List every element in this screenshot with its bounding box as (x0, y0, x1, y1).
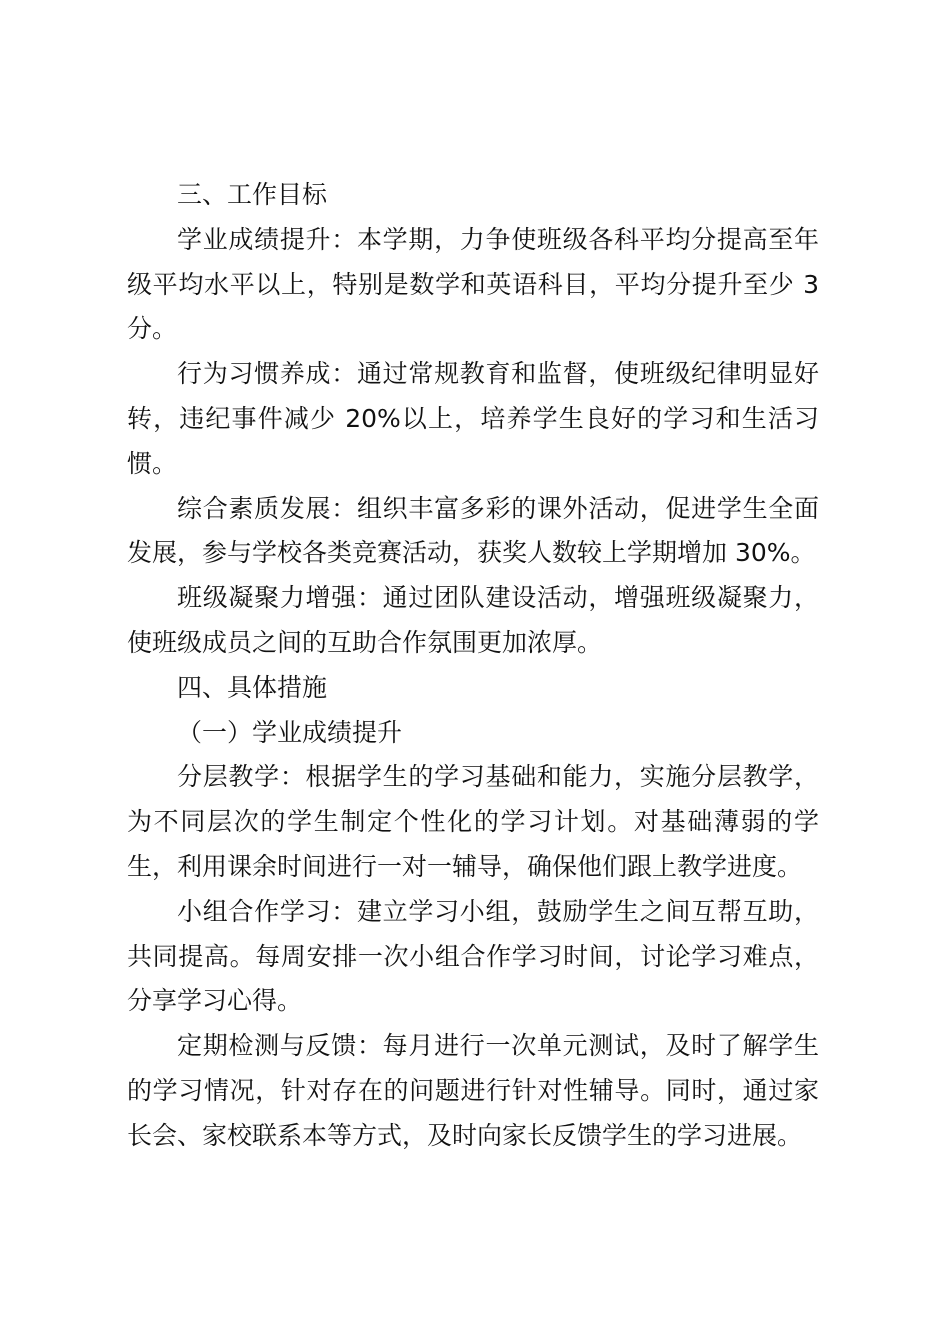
goal-cohesion: 班级凝聚力增强：通过团队建设活动，增强班级凝聚力，使班级成员之间的互助合作氛围更加浓厚。 (127, 583, 819, 657)
goal-quality: 综合素质发展：组织丰富多彩的课外活动，促进学生全面发展，参与学校各类竞赛活动，获奖人数较上学期增加 30%。 (127, 493, 819, 568)
subsection-heading-academic: （一）学业成绩提升 (177, 717, 403, 747)
measure-group-study: 小组合作学习：建立学习小组，鼓励学生之间互帮互助，共同提高。每周安排一次小组合作学习时间，讨论学习难点，分享学习心得。 (127, 896, 819, 1016)
goal-academic: 学业成绩提升：本学期，力争使班级各科平均分提高至年级平均水平以上，特别是数学和英语科目，平均分提升至少 3 分。 (127, 224, 819, 344)
section-heading-measures: 四、具体措施 (177, 672, 328, 702)
document-page (127, 173, 819, 1159)
goal-behavior: 行为习惯养成：通过常规教育和监督，使班级纪律明显好转，违纪事件减少 20%以上，培养学生良好的学习和生活习惯。 (127, 359, 819, 478)
measure-layered-teaching: 分层教学：根据学生的学习基础和能力，实施分层教学，为不同层次的学生制定个性化的学习计划。对基础薄弱的学生，利用课余时间进行一对一辅导，确保他们跟上教学进度。 (127, 762, 819, 881)
measure-testing-feedback: 定期检测与反馈：每月进行一次单元测试，及时了解学生的学习情况，针对存在的问题进行针对性辅导。同时，通过家长会、家校联系本等方式，及时向家长反馈学生的学习进展。 (127, 1031, 819, 1150)
section-heading-goals: 三、工作目标 (177, 180, 328, 209)
